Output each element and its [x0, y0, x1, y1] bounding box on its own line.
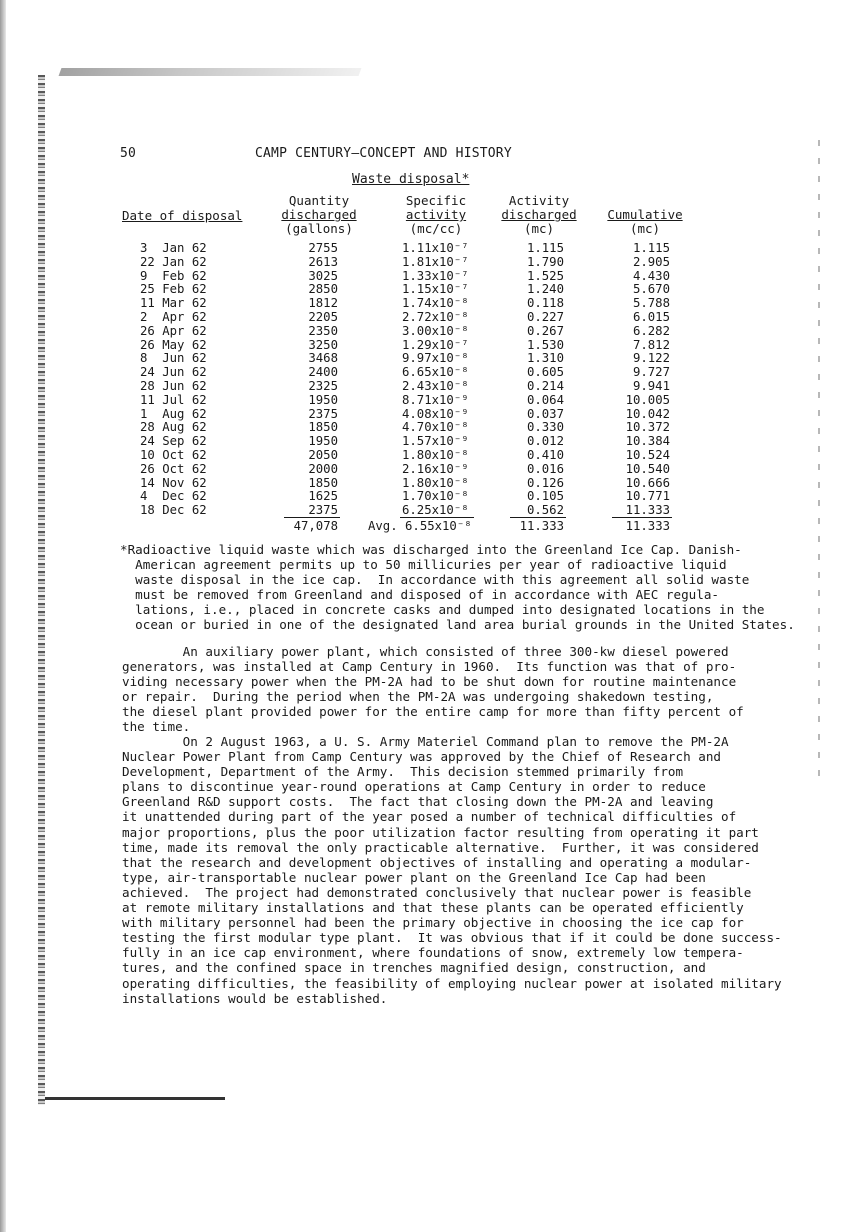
cell-specific-activity: 3.00x10⁻⁸ [402, 323, 469, 338]
cell-activity: 0.227 [526, 309, 564, 324]
cell-quantity: 1950 [308, 434, 338, 449]
header-line: Specific [405, 193, 467, 208]
cell-cumulative: 10.540 [625, 461, 670, 476]
table-row [0, 463, 853, 477]
paragraph-pm2a-removal: On 2 August 1963, a U. S. Army Materiel Command plan to remove the PM-2A Nuclear Power Plant from Camp Century was approved by the Chief of Research and Development, Department of the Army. This decision stemmed primarily from plans to discontinue year-round operations at Camp Century in order to reduce Greenland R&D support costs. The fact that closing down the PM-2A and leaving it unattended during part of the year posed a number of technical difficulties of major proportions, plus the poor utilization factor resulting from operating it part time, made its removal the only practicable alternative. Further, it was considered that the research and development objectives of installing and operating a modular- type, air-transportable nuclear power plant on the Greenland Ice Cap had been achieved. The project had demonstrated conclusively that nuclear power is feasible at remote military installations and that these plants can be operated efficiently with military personnel had been the primary objective in choosing the ice cap for testing the first modular type plant. It was obvious that if it could be done success- fully in an ice cap environment, where foundations of snow, extremely low tempera- tures, and the confined space in trenches magnified design, construction, and operating difficulties, the feasibility of employing nuclear power at isolated military installations would be established. [122, 734, 782, 1006]
cell-date: 26 Apr 62 [140, 323, 207, 338]
cell-quantity: 1950 [308, 392, 338, 407]
cell-activity: 0.037 [526, 406, 564, 421]
cell-specific-activity: 1.15x10⁻⁷ [402, 282, 469, 297]
table-row [0, 490, 853, 504]
cell-quantity: 3025 [308, 268, 338, 283]
table-title: Waste disposal* [352, 172, 470, 187]
cell-cumulative: 6.282 [632, 323, 670, 338]
cell-activity: 0.605 [526, 365, 564, 380]
cell-specific-activity: 1.80x10⁻⁸ [402, 475, 469, 490]
table-row [0, 394, 853, 408]
cell-cumulative: 2.905 [632, 254, 670, 269]
cell-specific-activity: 4.08x10⁻⁹ [402, 406, 469, 421]
cell-specific-activity: 2.72x10⁻⁸ [402, 309, 469, 324]
cell-quantity: 2205 [308, 309, 338, 324]
cell-date: 11 Jul 62 [140, 392, 207, 407]
cell-activity: 0.330 [526, 420, 564, 435]
cell-activity: 1.525 [526, 268, 564, 283]
table-row [0, 339, 853, 353]
cell-date: 26 Oct 62 [140, 461, 207, 476]
header-line: Quantity [288, 193, 350, 208]
cell-quantity: 2755 [308, 241, 338, 255]
cell-activity: 1.530 [526, 337, 564, 352]
cell-date: 3 Jan 62 [140, 241, 207, 255]
header-line: (gallons) [285, 221, 353, 236]
cell-activity: 1.790 [526, 254, 564, 269]
cell-quantity: 2400 [308, 365, 338, 380]
cell-specific-activity: 1.70x10⁻⁸ [402, 489, 469, 504]
column-header-quantity [281, 194, 357, 236]
paragraph-auxiliary-power: An auxiliary power plant, which consisted of three 300-kw diesel powered generators, was installed at Camp Century in 1960. Its function was that of pro- viding necessary power when the PM-2A had to be shut down for routine maintenance or repair. During the period when the PM-2A was undergoing shakedown testing, the diesel plant provided power for the entire camp for more than fifty percent of the time. [122, 644, 744, 735]
cell-quantity: 3468 [308, 351, 338, 366]
total-activity: 11.333 [519, 519, 564, 533]
cell-specific-activity: 4.70x10⁻⁸ [402, 420, 469, 435]
total-rule [284, 517, 340, 518]
cell-specific-activity: 1.81x10⁻⁷ [402, 254, 469, 269]
cell-activity: 0.012 [526, 434, 564, 449]
header-line: (mc) [523, 221, 555, 236]
table-row [0, 352, 853, 366]
total-rule [400, 517, 474, 518]
cell-quantity: 2613 [308, 254, 338, 269]
cell-date: 4 Dec 62 [140, 489, 207, 504]
column-header-date: Date of disposal [122, 208, 243, 223]
table-row [0, 504, 853, 518]
table-row [0, 297, 853, 311]
table-row [0, 311, 853, 325]
cell-cumulative: 10.384 [625, 434, 670, 449]
scan-edge-shadow [0, 0, 6, 1232]
cell-date: 28 Jun 62 [140, 378, 207, 393]
total-rule [612, 517, 672, 518]
cell-specific-activity: 2.16x10⁻⁹ [402, 461, 469, 476]
cell-cumulative: 9.122 [632, 351, 670, 366]
cell-cumulative: 7.812 [632, 337, 670, 352]
cell-activity: 1.240 [526, 282, 564, 297]
cell-date: 8 Jun 62 [140, 351, 207, 366]
average-specific-activity: Avg. 6.55x10⁻⁸ [368, 519, 472, 533]
header-line: Activity [508, 193, 570, 208]
cell-specific-activity: 1.80x10⁻⁸ [402, 447, 469, 462]
cell-cumulative: 4.430 [632, 268, 670, 283]
cell-quantity: 2050 [308, 447, 338, 462]
table-row [0, 256, 853, 270]
cell-date: 10 Oct 62 [140, 447, 207, 462]
cell-specific-activity: 6.25x10⁻⁸ [402, 503, 469, 518]
header-line: (mc) [629, 221, 661, 236]
binding-strip [38, 75, 45, 1105]
cell-activity: 0.064 [526, 392, 564, 407]
cell-cumulative: 5.670 [632, 282, 670, 297]
cell-quantity: 2350 [308, 323, 338, 338]
page-header [120, 146, 560, 166]
cell-date: 26 May 62 [140, 337, 207, 352]
cell-activity: 0.214 [526, 378, 564, 393]
column-header-cumulative [598, 208, 692, 236]
cell-cumulative: 10.005 [625, 392, 670, 407]
cell-date: 28 Aug 62 [140, 420, 207, 435]
cell-date: 18 Dec 62 [140, 503, 207, 518]
table-row [0, 325, 853, 339]
table-row [0, 270, 853, 284]
cell-specific-activity: 1.29x10⁻⁷ [402, 337, 469, 352]
column-header-specific-activity [396, 194, 476, 236]
cell-specific-activity: 1.57x10⁻⁹ [402, 434, 469, 449]
cell-quantity: 2375 [308, 503, 338, 518]
cell-specific-activity: 1.74x10⁻⁸ [402, 296, 469, 311]
cell-cumulative: 10.372 [625, 420, 670, 435]
cell-date: 25 Feb 62 [140, 282, 207, 297]
cell-cumulative: 11.333 [625, 503, 670, 518]
cell-date: 1 Aug 62 [140, 406, 207, 421]
cell-activity: 0.562 [526, 503, 564, 518]
cell-specific-activity: 6.65x10⁻⁸ [402, 365, 469, 380]
running-title: CAMP CENTURY—CONCEPT AND HISTORY [255, 146, 512, 161]
total-rule [510, 517, 566, 518]
bottom-rule [45, 1097, 225, 1100]
cell-cumulative: 10.042 [625, 406, 670, 421]
cell-activity: 1.310 [526, 351, 564, 366]
page-number: 50 [120, 146, 137, 161]
cell-quantity: 1850 [308, 475, 338, 490]
header-line: (mc/cc) [409, 221, 463, 236]
cell-cumulative: 9.727 [632, 365, 670, 380]
table-row [0, 421, 853, 435]
waste-disposal-table-body [0, 242, 853, 518]
cell-cumulative: 10.771 [625, 489, 670, 504]
cell-date: 22 Jan 62 [140, 254, 207, 269]
cell-quantity: 2325 [308, 378, 338, 393]
total-cumulative: 11.333 [625, 519, 670, 533]
table-row [0, 408, 853, 422]
cell-specific-activity: 1.33x10⁻⁷ [402, 268, 469, 283]
cell-activity: 0.118 [526, 296, 564, 311]
cell-cumulative: 10.666 [625, 475, 670, 490]
cell-cumulative: 6.015 [632, 309, 670, 324]
table-row [0, 283, 853, 297]
scan-smudge [59, 68, 362, 76]
cell-date: 24 Jun 62 [140, 365, 207, 380]
table-row [0, 477, 853, 491]
cell-specific-activity: 9.97x10⁻⁸ [402, 351, 469, 366]
cell-specific-activity: 8.71x10⁻⁹ [402, 392, 469, 407]
cell-activity: 0.267 [526, 323, 564, 338]
total-quantity: 47,078 [293, 519, 338, 533]
cell-activity: 0.126 [526, 475, 564, 490]
cell-specific-activity: 2.43x10⁻⁸ [402, 378, 469, 393]
table-row [0, 242, 853, 256]
cell-cumulative: 1.115 [632, 241, 670, 255]
header-line: discharged [501, 207, 577, 222]
header-line: Cumulative [607, 207, 683, 222]
table-row [0, 449, 853, 463]
header-line: activity [405, 207, 467, 222]
cell-activity: 0.410 [526, 447, 564, 462]
cell-date: 9 Feb 62 [140, 268, 207, 283]
cell-date: 14 Nov 62 [140, 475, 207, 490]
cell-quantity: 2000 [308, 461, 338, 476]
cell-specific-activity: 1.11x10⁻⁷ [402, 241, 469, 255]
table-row [0, 380, 853, 394]
cell-activity: 1.115 [526, 241, 564, 255]
table-row [0, 366, 853, 380]
cell-date: 2 Apr 62 [140, 309, 207, 324]
cell-cumulative: 5.788 [632, 296, 670, 311]
cell-cumulative: 9.941 [632, 378, 670, 393]
cell-date: 11 Mar 62 [140, 296, 207, 311]
column-header-activity-discharged [498, 194, 580, 236]
header-line: discharged [281, 207, 357, 222]
cell-activity: 0.016 [526, 461, 564, 476]
table-footnote: *Radioactive liquid waste which was discharged into the Greenland Ice Cap. Danish- American agreement permits up to 50 millicuries per year of radioactive liquid waste disposal in the ice cap. In accordance with this agreement all solid waste must be removed from Greenland and disposed of in accordance with AEC regula- lations, i.e., placed in concrete casks and dumped into designated locations in the ocean or buried in one of the designated land area burial grounds in the United States. [120, 542, 795, 632]
cell-quantity: 2375 [308, 406, 338, 421]
cell-quantity: 1625 [308, 489, 338, 504]
cell-activity: 0.105 [526, 489, 564, 504]
cell-quantity: 3250 [308, 337, 338, 352]
cell-cumulative: 10.524 [625, 447, 670, 462]
cell-quantity: 1812 [308, 296, 338, 311]
cell-date: 24 Sep 62 [140, 434, 207, 449]
table-row [0, 435, 853, 449]
cell-quantity: 2850 [308, 282, 338, 297]
cell-quantity: 1850 [308, 420, 338, 435]
